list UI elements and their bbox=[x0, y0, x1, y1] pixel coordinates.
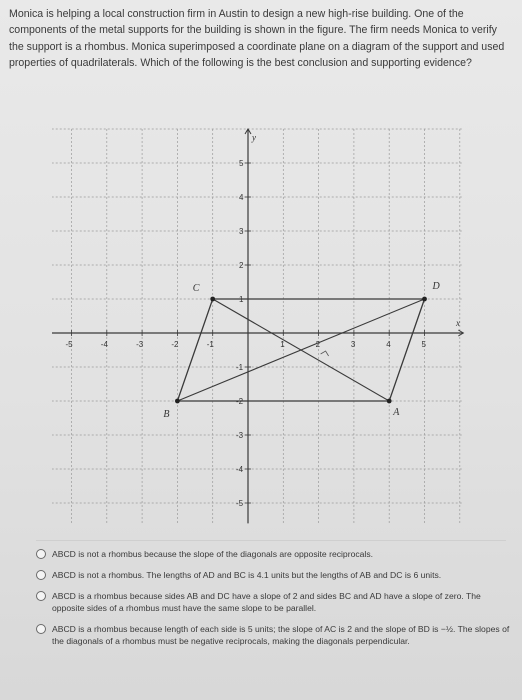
x-tick-label: 2 bbox=[315, 340, 321, 349]
answer-options bbox=[36, 542, 512, 656]
vertex-d bbox=[422, 297, 427, 302]
coordinate-figure bbox=[52, 122, 484, 542]
x-tick-label: 1 bbox=[280, 340, 285, 349]
x-tick-label: -4 bbox=[100, 340, 108, 349]
x-tick-label: -2 bbox=[171, 340, 179, 349]
x-tick-label: 4 bbox=[386, 340, 391, 349]
radio-button[interactable] bbox=[36, 570, 46, 580]
y-tick-label: 4 bbox=[239, 193, 244, 202]
vertex-label-d: D bbox=[432, 281, 440, 292]
y-axis-label: y bbox=[252, 132, 256, 143]
vertex-b bbox=[175, 399, 180, 404]
vertex-label-a: A bbox=[393, 407, 400, 418]
right-angle-mark bbox=[321, 351, 329, 356]
y-tick-label: -3 bbox=[236, 431, 244, 440]
y-tick-label: 5 bbox=[239, 159, 244, 168]
x-axis-label: x bbox=[456, 318, 461, 328]
coordinate-plane bbox=[52, 122, 484, 542]
radio-button[interactable] bbox=[36, 549, 46, 559]
answer-option-2[interactable] bbox=[36, 569, 512, 581]
answer-option-4[interactable] bbox=[36, 623, 512, 647]
x-tick-label: -1 bbox=[206, 340, 214, 349]
vertex-label-b: B bbox=[163, 409, 170, 420]
answer-option-1[interactable] bbox=[36, 548, 512, 560]
x-tick-label: 5 bbox=[421, 340, 426, 349]
y-tick-label: -4 bbox=[236, 465, 244, 474]
radio-button[interactable] bbox=[36, 624, 46, 634]
y-tick-label: 2 bbox=[239, 261, 244, 270]
y-tick-label: -2 bbox=[236, 397, 244, 406]
y-tick-label: -5 bbox=[236, 499, 244, 508]
x-tick-label: -5 bbox=[65, 340, 73, 349]
x-tick-label: 3 bbox=[350, 340, 356, 349]
separator bbox=[36, 540, 506, 541]
answer-option-text: ABCD is not a rhombus because the slope of the diagonals are opposite reciprocals. bbox=[52, 549, 374, 559]
vertex-label-c: C bbox=[192, 283, 200, 294]
diagonal-bd bbox=[177, 299, 424, 401]
answer-option-text: ABCD is a rhombus because length of each side is 5 units; the slope of AC is 2 and the slope of BD is −½. The slopes of the diagonals of a rhombus must be negative reciprocals, making the diagonals perpendicular. bbox=[52, 624, 510, 646]
vertex-a bbox=[387, 399, 392, 404]
answer-option-text: ABCD is a rhombus because sides AB and DC have a slope of 2 and sides BC and AD have a slope of zero. The opposite sides of a rhombus must have the same slope to be parallel. bbox=[52, 591, 481, 613]
answer-option-3[interactable] bbox=[36, 590, 512, 614]
x-tick-label: -3 bbox=[136, 340, 144, 349]
question-text: Monica is helping a local construction firm in Austin to design a new high-rise building. One of the components of the metal supports for the building is shown in the figure. The firm needs Monica to verify the support is a rhombus. Monica superimposed a coordinate plane on a diagram of the support and used properties of quadrilaterals. Which of the following is the best conclusion and supporting evidence? bbox=[9, 8, 505, 70]
y-tick-label: 1 bbox=[239, 295, 244, 304]
radio-button[interactable] bbox=[36, 591, 46, 601]
y-tick-label: -1 bbox=[236, 363, 244, 372]
y-tick-label: 3 bbox=[239, 227, 244, 236]
vertex-c bbox=[210, 297, 215, 302]
answer-option-text: ABCD is not a rhombus. The lengths of AD and BC is 4.1 units but the lengths of AB and DC is 6 units. bbox=[52, 570, 442, 580]
